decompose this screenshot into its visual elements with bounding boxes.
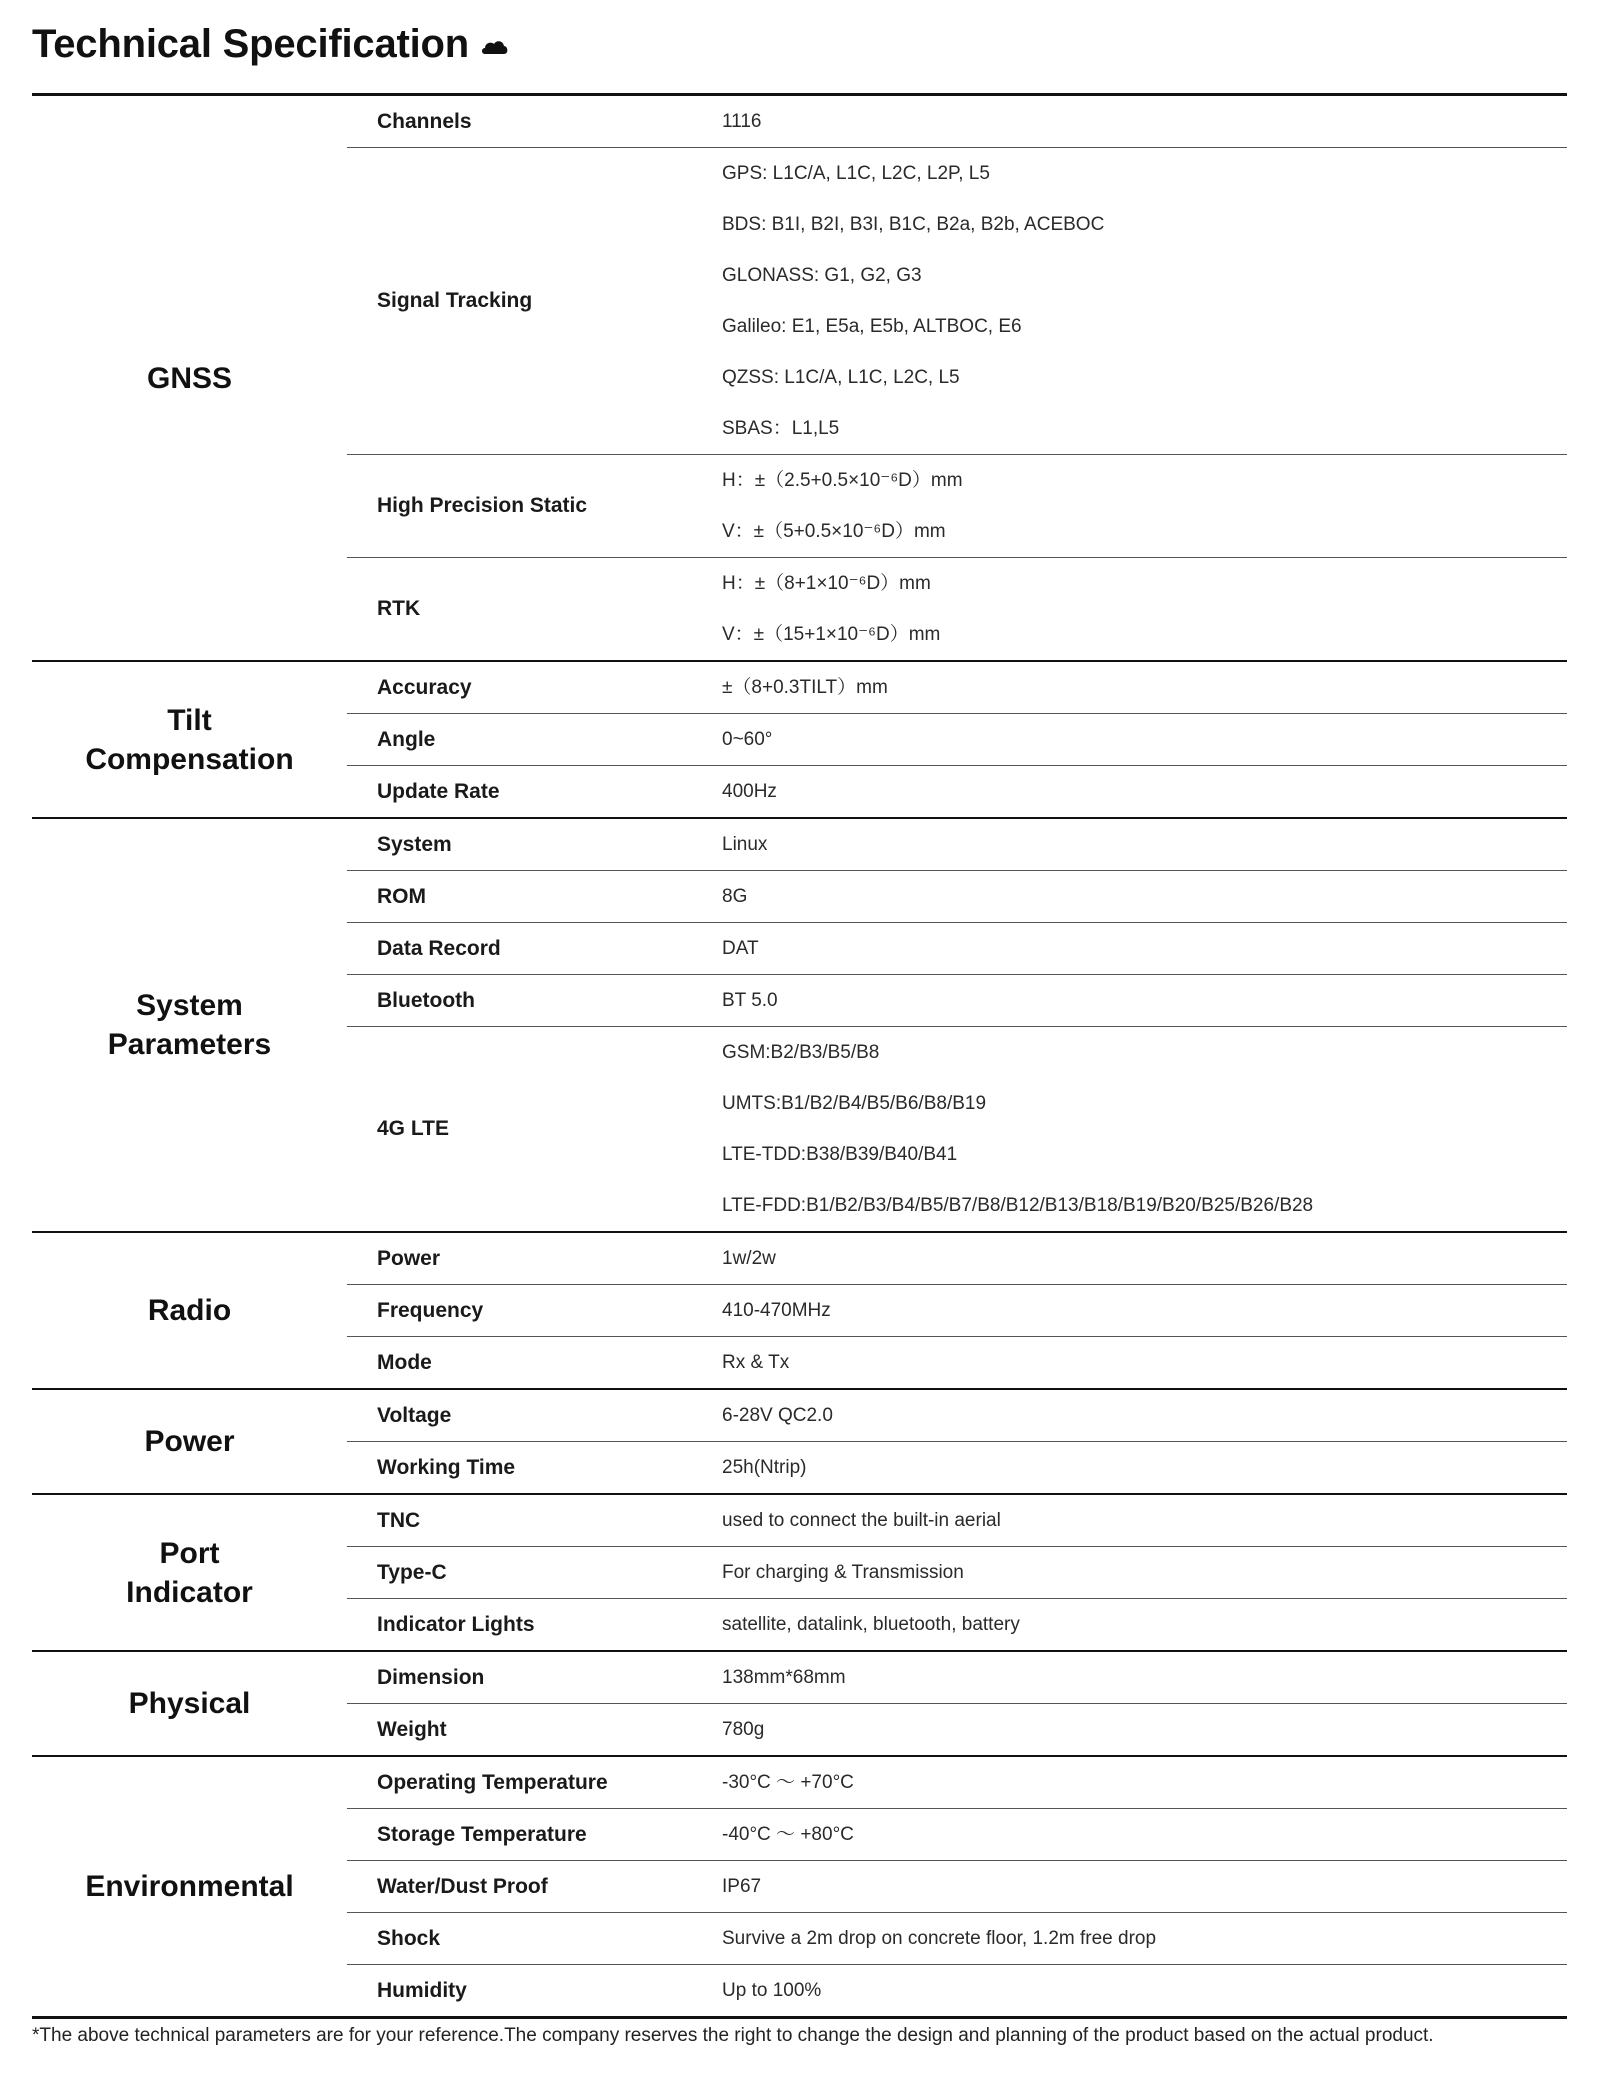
spec-row bbox=[347, 1757, 1567, 1809]
spec-value: Galileo: E1, E5a, E5b, ALTBOC, E6 bbox=[722, 316, 1022, 337]
spec-value: ±（8+0.3TILT）mm bbox=[722, 677, 888, 698]
spec-value: SBAS：L1,L5 bbox=[722, 418, 840, 439]
spec-row bbox=[347, 1965, 1567, 2016]
spec-row bbox=[347, 1913, 1567, 1965]
spec-section bbox=[32, 1495, 1567, 1652]
section-rows bbox=[347, 96, 1567, 660]
spec-section bbox=[32, 1757, 1567, 2016]
spec-row bbox=[347, 1285, 1567, 1337]
spec-value: GLONASS: G1, G2, G3 bbox=[722, 265, 922, 286]
spec-label: RTK bbox=[377, 597, 421, 620]
cloud-icon[interactable] bbox=[481, 39, 509, 55]
spec-label: Operating Temperature bbox=[377, 1770, 608, 1794]
section-rows bbox=[347, 819, 1567, 1231]
spec-values bbox=[722, 1495, 1567, 1546]
spec-row bbox=[347, 1652, 1567, 1704]
spec-values bbox=[722, 975, 1567, 1026]
spec-label: Angle bbox=[377, 727, 436, 751]
spec-label: Channels bbox=[377, 109, 472, 133]
spec-value: GSM:B2/B3/B5/B8 bbox=[722, 1042, 880, 1063]
spec-value: BT 5.0 bbox=[722, 990, 778, 1011]
spec-values bbox=[722, 1704, 1567, 1755]
spec-value: 1w/2w bbox=[722, 1248, 776, 1269]
spec-values bbox=[722, 455, 1567, 557]
spec-values bbox=[722, 1599, 1567, 1650]
spec-value: UMTS:B1/B2/B4/B5/B6/B8/B19 bbox=[722, 1093, 987, 1114]
spec-values bbox=[722, 1809, 1567, 1860]
spec-values bbox=[722, 923, 1567, 974]
spec-label: ROM bbox=[377, 884, 426, 908]
spec-label: Type-C bbox=[377, 1560, 447, 1584]
spec-values bbox=[722, 1390, 1567, 1441]
spec-label: Data Record bbox=[377, 936, 501, 960]
spec-section bbox=[32, 662, 1567, 819]
footnote: *The above technical parameters are for your reference.The company reserves the right to change the design and planning of the product based on the actual product. bbox=[32, 2025, 1434, 2046]
spec-label: Working Time bbox=[377, 1455, 516, 1479]
spec-value: 400Hz bbox=[722, 781, 777, 802]
spec-label: TNC bbox=[377, 1508, 421, 1532]
spec-values bbox=[722, 766, 1567, 817]
spec-values bbox=[722, 1965, 1567, 2016]
spec-row bbox=[347, 455, 1567, 558]
spec-value: -30°C ～ +70°C bbox=[722, 1772, 854, 1793]
spec-values bbox=[722, 96, 1567, 147]
spec-label: Frequency bbox=[377, 1298, 484, 1322]
spec-value: DAT bbox=[722, 938, 759, 959]
spec-section bbox=[32, 819, 1567, 1233]
spec-row bbox=[347, 558, 1567, 660]
spec-value: 138mm*68mm bbox=[722, 1667, 846, 1688]
section-rows bbox=[347, 1233, 1567, 1388]
spec-row bbox=[347, 1704, 1567, 1755]
spec-label: High Precision Static bbox=[377, 494, 588, 517]
spec-values bbox=[722, 1233, 1567, 1284]
section-title: Tilt Compensation bbox=[85, 703, 294, 776]
spec-value: V：±（5+0.5×10⁻⁶D）mm bbox=[722, 521, 946, 542]
spec-label: Update Rate bbox=[377, 779, 500, 803]
spec-value: BDS: B1I, B2I, B3I, B1C, B2a, B2b, ACEBOC bbox=[722, 214, 1105, 235]
spec-label: Indicator Lights bbox=[377, 1612, 535, 1636]
spec-row bbox=[347, 1599, 1567, 1650]
spec-row bbox=[347, 819, 1567, 871]
spec-value: Survive a 2m drop on concrete floor, 1.2m free drop bbox=[722, 1928, 1157, 1949]
page-title: Technical Specification bbox=[32, 22, 470, 66]
spec-label: Power bbox=[377, 1246, 441, 1270]
spec-value: IP67 bbox=[722, 1876, 762, 1897]
spec-values bbox=[722, 871, 1567, 922]
spec-label: Water/Dust Proof bbox=[377, 1874, 548, 1898]
spec-label: Weight bbox=[377, 1717, 447, 1741]
spec-value: 410-470MHz bbox=[722, 1300, 831, 1321]
spec-row bbox=[347, 714, 1567, 766]
spec-row bbox=[347, 871, 1567, 923]
spec-row bbox=[347, 1809, 1567, 1861]
spec-value: 8G bbox=[722, 886, 748, 907]
section-title: Power bbox=[144, 1425, 235, 1458]
spec-row bbox=[347, 1390, 1567, 1442]
spec-label: 4G LTE bbox=[377, 1117, 449, 1140]
section-rows bbox=[347, 1652, 1567, 1755]
spec-values bbox=[722, 1757, 1567, 1808]
section-rows bbox=[347, 1390, 1567, 1493]
spec-value: H：±（2.5+0.5×10⁻⁶D）mm bbox=[722, 470, 963, 491]
spec-values bbox=[722, 819, 1567, 870]
spec-label: Shock bbox=[377, 1926, 441, 1950]
spec-row bbox=[347, 148, 1567, 455]
spec-values bbox=[722, 1337, 1567, 1388]
spec-label: Voltage bbox=[377, 1403, 452, 1427]
section-rows bbox=[347, 1495, 1567, 1650]
spec-row bbox=[347, 662, 1567, 714]
spec-row bbox=[347, 923, 1567, 975]
spec-value: Up to 100% bbox=[722, 1980, 822, 2001]
spec-value: LTE-FDD:B1/B2/B3/B4/B5/B7/B8/B12/B13/B18/B19/B20/B25/B26/B28 bbox=[722, 1195, 1314, 1216]
spec-row bbox=[347, 1233, 1567, 1285]
spec-row bbox=[347, 96, 1567, 148]
section-rows bbox=[347, 1757, 1567, 2016]
spec-value: GPS: L1C/A, L1C, L2C, L2P, L5 bbox=[722, 163, 990, 184]
spec-label: Accuracy bbox=[377, 675, 472, 699]
spec-label: Mode bbox=[377, 1350, 432, 1374]
spec-value: 6-28V QC2.0 bbox=[722, 1405, 833, 1426]
spec-label: System bbox=[377, 832, 452, 856]
spec-value: H：±（8+1×10⁻⁶D）mm bbox=[722, 573, 931, 594]
spec-value: satellite, datalink, bluetooth, battery bbox=[722, 1614, 1020, 1635]
spec-row bbox=[347, 1442, 1567, 1493]
spec-row bbox=[347, 1495, 1567, 1547]
spec-label: Signal Tracking bbox=[377, 289, 533, 312]
spec-values bbox=[722, 148, 1567, 454]
section-title: Port Indicator bbox=[126, 1536, 253, 1609]
spec-row bbox=[347, 766, 1567, 817]
spec-section bbox=[32, 1652, 1567, 1757]
spec-value: 25h(Ntrip) bbox=[722, 1457, 807, 1478]
spec-value: Linux bbox=[722, 834, 768, 855]
section-rows bbox=[347, 662, 1567, 817]
spec-row bbox=[347, 1027, 1567, 1231]
page-header bbox=[32, 22, 509, 67]
spec-section bbox=[32, 96, 1567, 662]
spec-values bbox=[722, 1861, 1567, 1912]
spec-row bbox=[347, 1861, 1567, 1913]
spec-values bbox=[722, 1285, 1567, 1336]
section-title: Environmental bbox=[85, 1870, 294, 1903]
section-title: GNSS bbox=[146, 361, 233, 395]
spec-section bbox=[32, 1390, 1567, 1495]
spec-label: Dimension bbox=[377, 1665, 485, 1689]
spec-table bbox=[32, 93, 1567, 2019]
spec-value: -40°C ～ +80°C bbox=[722, 1824, 854, 1845]
spec-row bbox=[347, 1547, 1567, 1599]
spec-values bbox=[722, 714, 1567, 765]
section-title: Physical bbox=[128, 1687, 251, 1720]
spec-row bbox=[347, 1337, 1567, 1388]
spec-values bbox=[722, 558, 1567, 660]
spec-values bbox=[722, 662, 1567, 713]
spec-value: QZSS: L1C/A, L1C, L2C, L5 bbox=[722, 367, 960, 388]
spec-value: Rx & Tx bbox=[722, 1352, 790, 1373]
spec-label: Bluetooth bbox=[377, 988, 475, 1012]
spec-values bbox=[722, 1547, 1567, 1598]
spec-label: Humidity bbox=[377, 1978, 467, 2002]
spec-value: 1116 bbox=[722, 111, 762, 132]
spec-value: 780g bbox=[722, 1719, 765, 1740]
spec-values bbox=[722, 1913, 1567, 1964]
spec-section bbox=[32, 1233, 1567, 1390]
spec-row bbox=[347, 975, 1567, 1027]
section-title: System Parameters bbox=[107, 989, 272, 1061]
spec-value: V：±（15+1×10⁻⁶D）mm bbox=[722, 624, 941, 645]
spec-value: For charging & Transmission bbox=[722, 1562, 964, 1583]
section-title: Radio bbox=[147, 1294, 232, 1327]
spec-values bbox=[722, 1442, 1567, 1493]
spec-values bbox=[722, 1027, 1567, 1231]
spec-value: 0~60° bbox=[722, 729, 773, 750]
spec-value: used to connect the built-in aerial bbox=[722, 1510, 1001, 1531]
spec-label: Storage Temperature bbox=[377, 1822, 587, 1846]
spec-values bbox=[722, 1652, 1567, 1703]
spec-value: LTE-TDD:B38/B39/B40/B41 bbox=[722, 1144, 958, 1165]
